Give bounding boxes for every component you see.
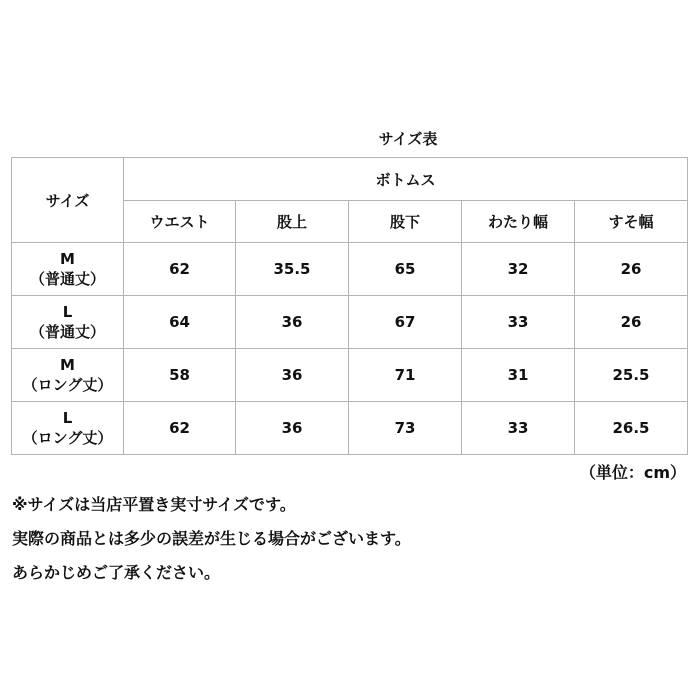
hem-value: 26.5 xyxy=(575,402,688,455)
column-header-rise: 股上 xyxy=(236,201,349,243)
column-header-hem: すそ幅 xyxy=(575,201,688,243)
inseam-value: 73 xyxy=(349,402,462,455)
size-label: L xyxy=(62,302,73,321)
note-line: ※サイズは当店平置き実寸サイズです。 xyxy=(12,495,296,514)
table-row xyxy=(12,402,688,455)
hem-value: 26 xyxy=(575,296,688,349)
inseam-value: 71 xyxy=(349,349,462,402)
table-row xyxy=(12,349,688,402)
size-label-cell xyxy=(12,349,124,402)
thigh-value: 32 xyxy=(462,243,575,296)
thigh-value: 31 xyxy=(462,349,575,402)
rise-value: 36 xyxy=(236,296,349,349)
rise-value: 36 xyxy=(236,402,349,455)
inseam-value: 65 xyxy=(349,243,462,296)
inseam-value: 67 xyxy=(349,296,462,349)
size-label: M xyxy=(60,249,75,268)
waist-value: 58 xyxy=(124,349,236,402)
waist-value: 64 xyxy=(124,296,236,349)
column-header-inseam: 股下 xyxy=(349,201,462,243)
length-label: （ロング丈） xyxy=(22,428,113,447)
note-line: あらかじめご了承ください。 xyxy=(12,563,221,582)
column-header-waist: ウエスト xyxy=(124,201,236,243)
rise-value: 36 xyxy=(236,349,349,402)
unit-note: （単位：cm） xyxy=(579,463,686,482)
rise-value: 35.5 xyxy=(236,243,349,296)
size-label: L xyxy=(62,408,73,427)
size-label: M xyxy=(60,355,75,374)
thigh-value: 33 xyxy=(462,296,575,349)
size-label-cell xyxy=(12,243,124,296)
bottoms-header: ボトムス xyxy=(124,158,688,201)
length-label: （普通丈） xyxy=(29,269,105,288)
length-label: （普通丈） xyxy=(29,322,105,341)
table-title: サイズ表 xyxy=(378,130,438,148)
table-row xyxy=(12,296,688,349)
note-line: 実際の商品とは多少の誤差が生じる場合がございます。 xyxy=(12,529,411,548)
waist-value: 62 xyxy=(124,402,236,455)
hem-value: 25.5 xyxy=(575,349,688,402)
disclaimer-notes xyxy=(12,488,411,590)
length-label: （ロング丈） xyxy=(22,375,113,394)
size-table xyxy=(11,157,688,455)
thigh-value: 33 xyxy=(462,402,575,455)
waist-value: 62 xyxy=(124,243,236,296)
column-header-thigh: わたり幅 xyxy=(462,201,575,243)
size-label-cell xyxy=(12,402,124,455)
hem-value: 26 xyxy=(575,243,688,296)
table-row xyxy=(12,243,688,296)
size-header: サイズ xyxy=(12,158,124,243)
size-label-cell xyxy=(12,296,124,349)
